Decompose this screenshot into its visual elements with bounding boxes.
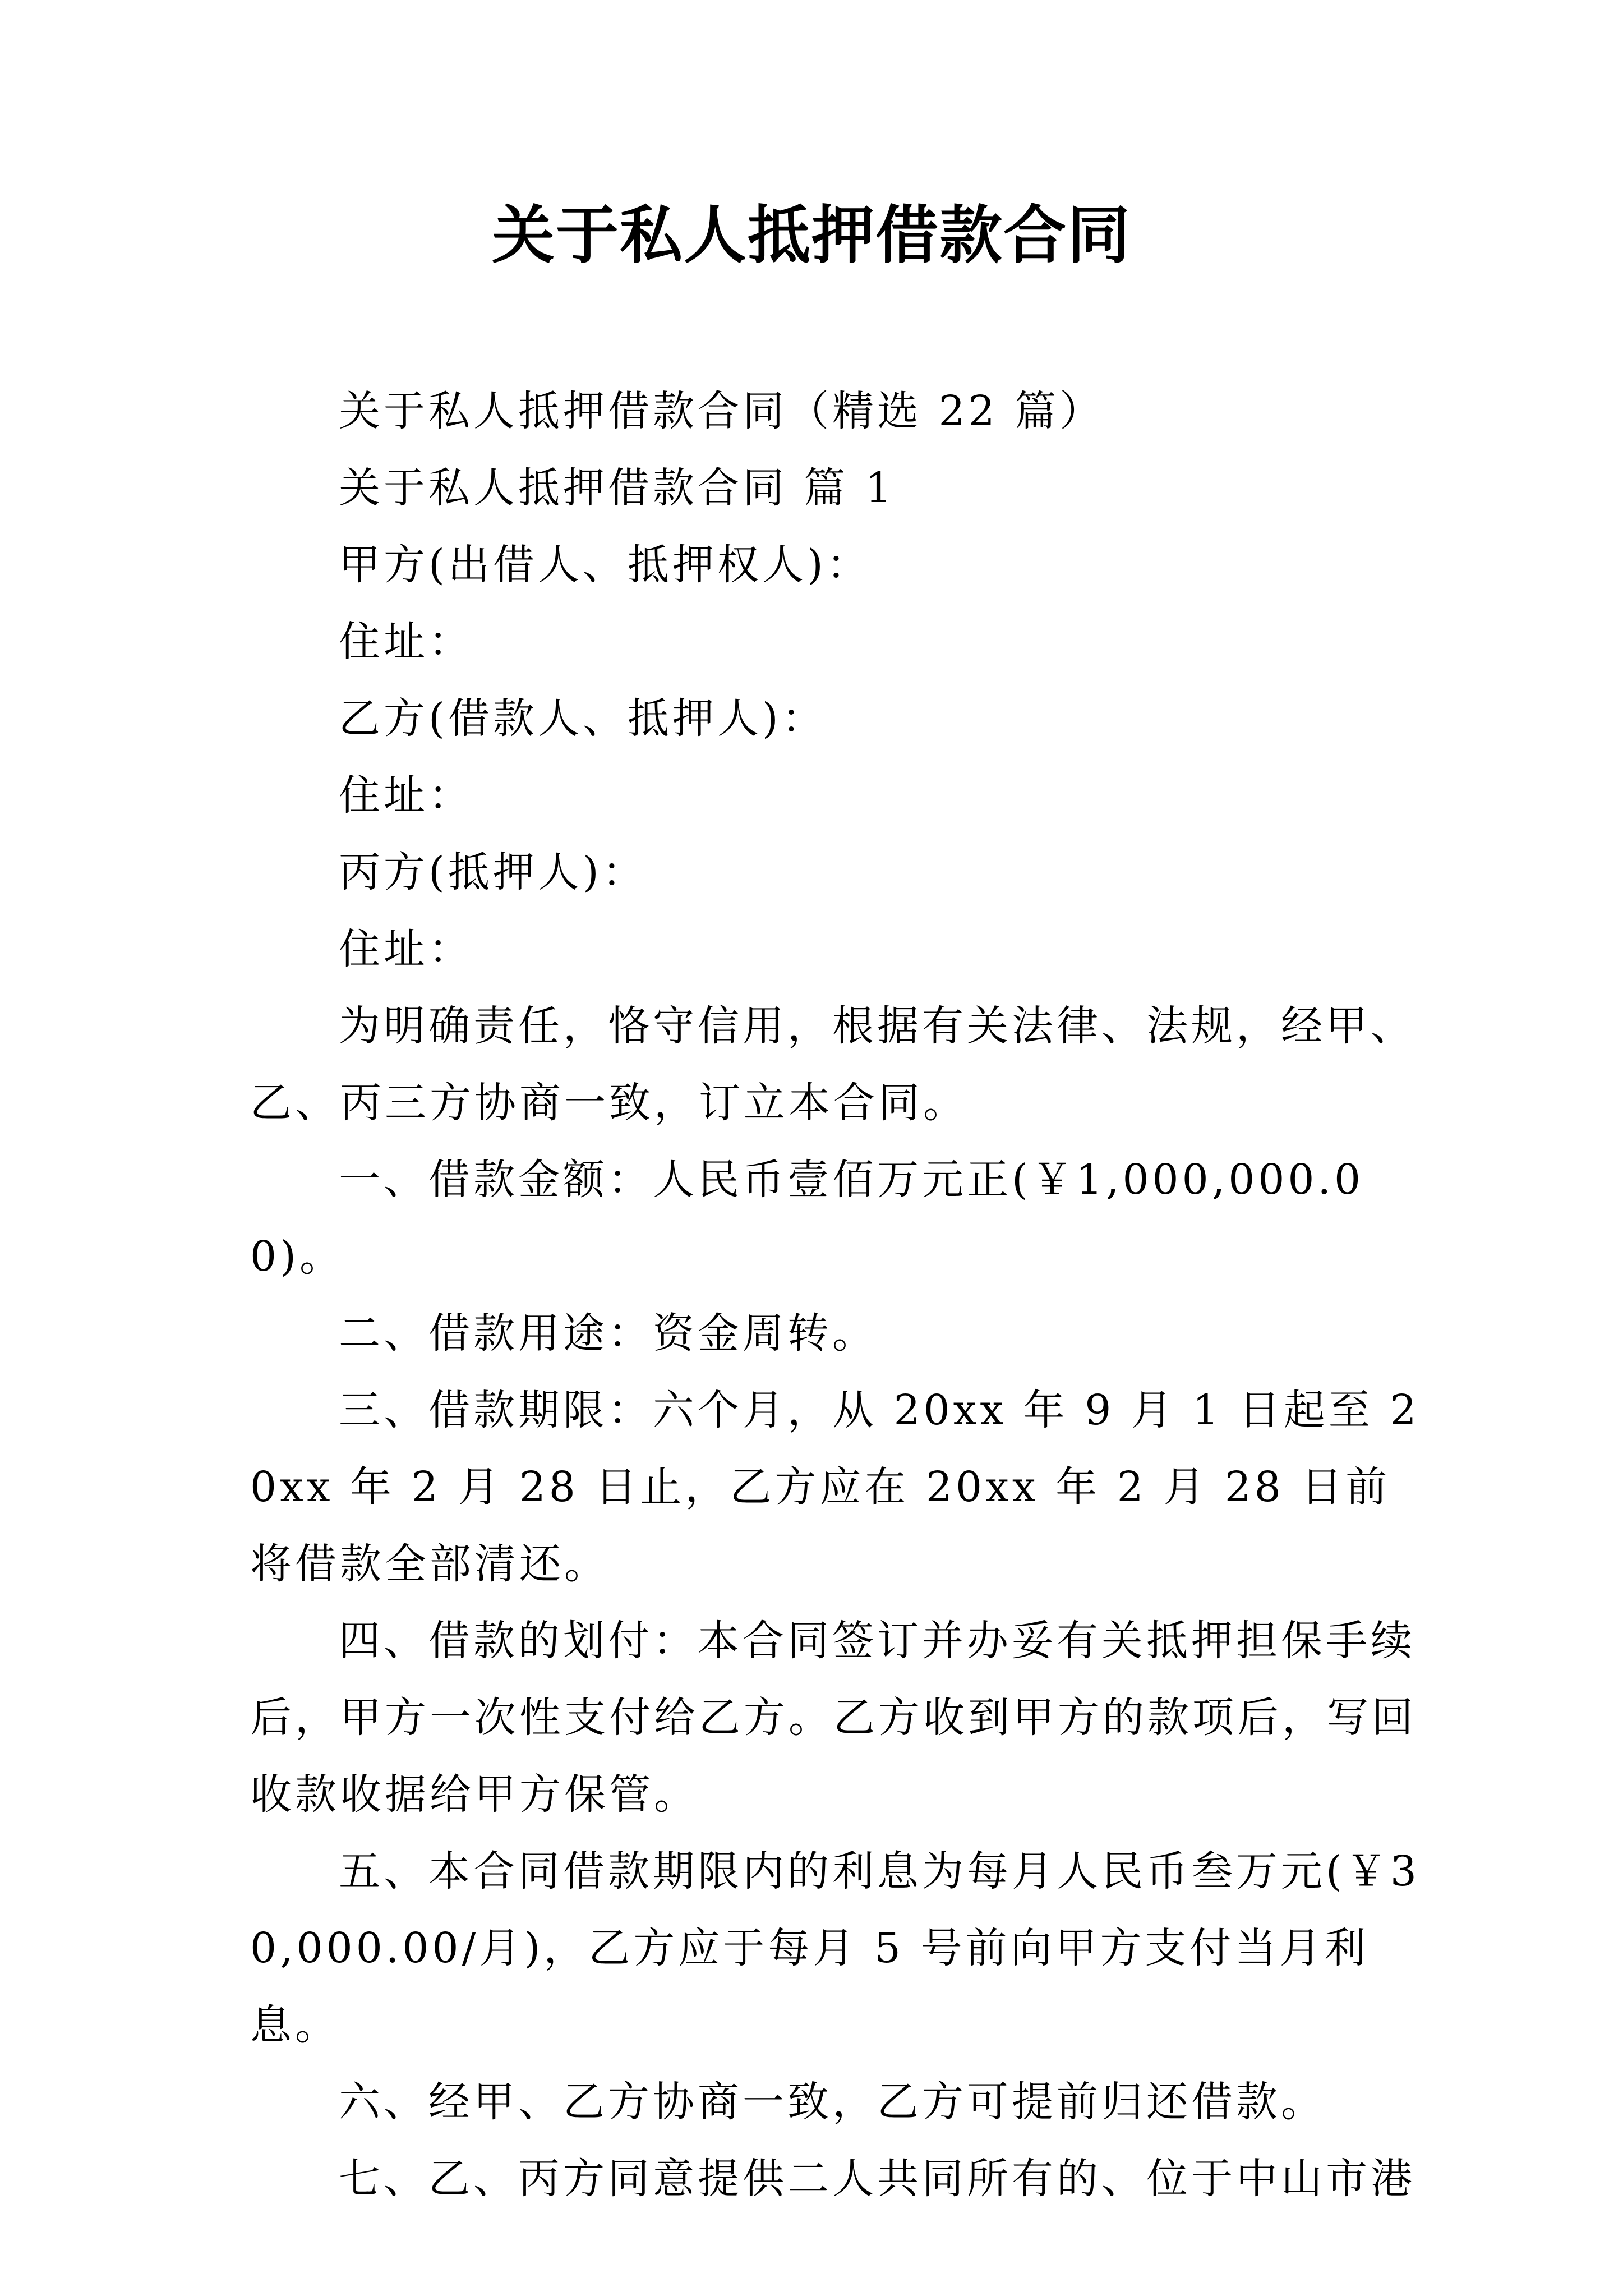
paragraph-section-title: 关于私人抵押借款合同 篇 1 — [339, 464, 896, 512]
paragraph-clause-3: 三、借款期限：六个月，从 20xx 年 9 月 1 日起至 20xx 年 2 月 28 日止，乙方应在 20xx 年 2 月 28 日前将借款全部清还。 — [250, 1386, 1420, 1588]
paragraph-address-c: 住址： — [339, 925, 473, 973]
paragraph-address-a: 住址： — [339, 618, 473, 666]
paragraph-clause-7: 七、乙、丙方同意提供二人共同所有的、位于中山市港 — [339, 2155, 1415, 2203]
paragraph-heading: 关于私人抵押借款合同（精选 22 篇） — [339, 387, 1105, 435]
paragraph-address-b: 住址： — [339, 771, 473, 820]
paragraph-clause-4: 四、借款的划付：本合同签订并办妥有关抵押担保手续后，甲方一次性支付给乙方。乙方收到甲方的款项后，写回收款收据给甲方保管。 — [250, 1617, 1417, 1819]
paragraph-preamble: 为明确责任，恪守信用，根据有关法律、法规，经甲、乙、丙三方协商一致，订立本合同。 — [250, 1002, 1415, 1127]
paragraph-party-b: 乙方(借款人、抵押人)： — [339, 694, 827, 743]
paragraph-clause-1: 一、借款金额：人民币壹佰万元正(￥1,000,000.00)。 — [250, 1156, 1364, 1281]
document-body — [250, 373, 1422, 2217]
paragraph-party-a: 甲方(出借人、抵押权人)： — [339, 541, 872, 589]
paragraph-clause-2: 二、借款用途：资金周转。 — [339, 1309, 877, 1358]
document-title: 关于私人抵押借款合同 — [492, 199, 1131, 272]
paragraph-party-c: 丙方(抵押人)： — [339, 848, 647, 896]
paragraph-clause-5: 五、本合同借款期限内的利息为每月人民币叁万元(￥30,000.00/月)，乙方应于每月 5 号前向甲方支付当月利息。 — [250, 1847, 1420, 2049]
paragraph-clause-6: 六、经甲、乙方协商一致，乙方可提前归还借款。 — [339, 2078, 1326, 2126]
